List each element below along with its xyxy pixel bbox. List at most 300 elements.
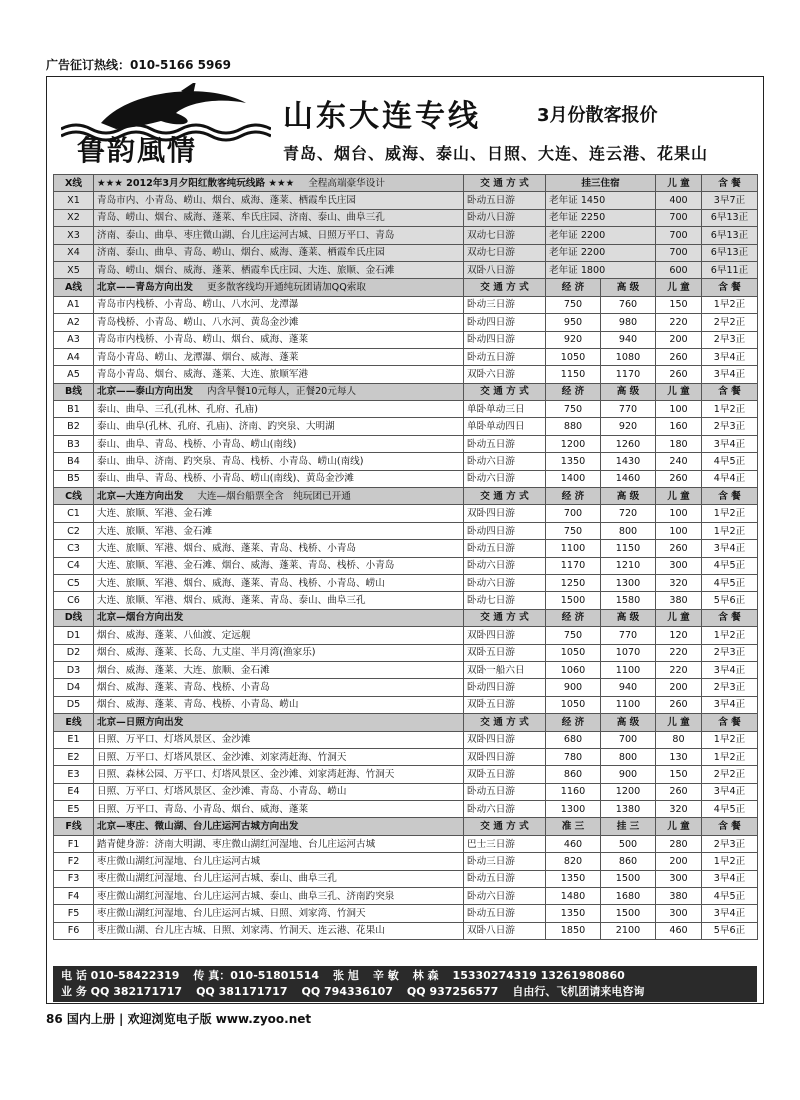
- col-transport: 交 通 方 式: [464, 383, 546, 400]
- price-child: 100: [656, 522, 702, 539]
- route-itinerary: 日照、森林公园、万平口、灯塔风景区、金沙滩、刘家湾赶海、竹洞天: [94, 766, 464, 783]
- price-premium: 700: [601, 731, 656, 748]
- price-economy: 1500: [546, 592, 601, 609]
- price-economy: 880: [546, 418, 601, 435]
- price-economy: 700: [546, 505, 601, 522]
- price-child: 200: [656, 331, 702, 348]
- col-premium: 挂 三: [601, 818, 656, 835]
- route-itinerary: 济南、泰山、曲阜、枣庄微山湖、台儿庄运河古城、日照万平口、青岛: [94, 227, 464, 244]
- price-premium: 1500: [601, 905, 656, 922]
- route-itinerary: 青岛栈桥、小青岛、崂山、八水河、黄岛金沙滩: [94, 314, 464, 331]
- route-itinerary: 枣庄微山湖红河湿地、台儿庄运河古城、泰山、曲阜三孔: [94, 870, 464, 887]
- contact-item: 张 旭: [333, 969, 359, 982]
- table-row: [54, 801, 758, 818]
- price-economy: 1060: [546, 661, 601, 678]
- meals-included: 1早2正: [702, 748, 758, 765]
- price-economy: 1250: [546, 574, 601, 591]
- section-title-text: 北京—日照方向出发: [97, 716, 184, 728]
- route-itinerary: 泰山、曲阜、青岛、栈桥、小青岛、崂山(南线): [94, 435, 464, 452]
- route-code: A2: [54, 314, 94, 331]
- price-child: 700: [656, 209, 702, 226]
- route-code: F5: [54, 905, 94, 922]
- price-child: 220: [656, 661, 702, 678]
- section-title: [94, 714, 464, 731]
- route-code: A5: [54, 366, 94, 383]
- route-code: A3: [54, 331, 94, 348]
- route-itinerary: 大连、旅顺、军港、烟台、威海、蓬莱、青岛、栈桥、小青岛、崂山: [94, 574, 464, 591]
- section-title: [94, 175, 464, 192]
- price-child: 80: [656, 731, 702, 748]
- table-row: [54, 540, 758, 557]
- price-child: 100: [656, 401, 702, 418]
- price-child: 260: [656, 783, 702, 800]
- table-row: [54, 261, 758, 278]
- table-row: [54, 314, 758, 331]
- route-code: F2: [54, 853, 94, 870]
- table-row: [54, 905, 758, 922]
- price-economy: 750: [546, 627, 601, 644]
- route-code: E3: [54, 766, 94, 783]
- price-premium: 860: [601, 853, 656, 870]
- price-child: 220: [656, 314, 702, 331]
- route-itinerary: 大连、旅顺、军港、金石滩: [94, 522, 464, 539]
- contact-item: QQ 794336107: [301, 985, 393, 998]
- meals-included: 2早3正: [702, 679, 758, 696]
- meals-included: 3早4正: [702, 435, 758, 452]
- meals-included: 4早4正: [702, 470, 758, 487]
- section-title-text: 北京——泰山方向出发: [97, 386, 193, 398]
- price-premium: 1100: [601, 696, 656, 713]
- price-premium: 1380: [601, 801, 656, 818]
- meals-included: 2早3正: [702, 331, 758, 348]
- route-code: C5: [54, 574, 94, 591]
- col-economy: 经 济: [546, 383, 601, 400]
- route-code: E2: [54, 748, 94, 765]
- route-code: D2: [54, 644, 94, 661]
- col-meals: 含 餐: [702, 714, 758, 731]
- contact-item: QQ 937256577: [406, 985, 499, 998]
- contact-item: QQ 381171717: [196, 985, 288, 998]
- price-economy: 1150: [546, 366, 601, 383]
- col-meals: 含 餐: [702, 818, 758, 835]
- section-note: 内含早餐10元每人，正餐20元每人: [206, 386, 357, 398]
- route-transport: 卧动四日游: [464, 522, 546, 539]
- price-economy: 460: [546, 835, 601, 852]
- route-itinerary: 泰山、曲阜、三孔(孔林、孔府、孔庙): [94, 401, 464, 418]
- price-premium: 500: [601, 835, 656, 852]
- col-meals: 含 餐: [702, 488, 758, 505]
- price-economy: 900: [546, 679, 601, 696]
- route-price: 老年证 1450: [546, 192, 656, 209]
- destination-list: 青岛、烟台、威海、泰山、日照、大连、连云港、花果山: [283, 144, 709, 163]
- table-row: [54, 870, 758, 887]
- meals-included: 2早2正: [702, 314, 758, 331]
- price-premium: 770: [601, 627, 656, 644]
- route-transport: 卧动六日游: [464, 453, 546, 470]
- route-itinerary: 大连、旅顺、军港、烟台、威海、蓬莱、青岛、泰山、曲阜三孔: [94, 592, 464, 609]
- col-premium: 高 级: [601, 488, 656, 505]
- route-code: X1: [54, 192, 94, 209]
- table-row: [54, 296, 758, 313]
- route-transport: 卧动六日游: [464, 801, 546, 818]
- route-itinerary: 枣庄微山湖、台儿庄古城、日照、刘家湾、竹洞天、连云港、花果山: [94, 922, 464, 939]
- route-itinerary: 济南、泰山、曲阜、青岛、崂山、烟台、威海、蓬莱、栖霞牟氏庄园: [94, 244, 464, 261]
- brand-name: 鲁韵風情: [77, 134, 198, 167]
- meals-included: 4早5正: [702, 453, 758, 470]
- price-premium: 1070: [601, 644, 656, 661]
- meals-included: 4早5正: [702, 801, 758, 818]
- section-title-text: 北京——青岛方向出发: [97, 282, 193, 294]
- route-price: 老年证 2200: [546, 227, 656, 244]
- route-itinerary: 日照、万平口、灯塔风景区、金沙滩、青岛、小青岛、崂山: [94, 783, 464, 800]
- table-row: [54, 853, 758, 870]
- price-economy: 1050: [546, 644, 601, 661]
- price-premium: 1170: [601, 366, 656, 383]
- table-row: [54, 366, 758, 383]
- price-premium: 940: [601, 331, 656, 348]
- section-code: A线: [54, 279, 94, 296]
- route-transport: 双动七日游: [464, 227, 546, 244]
- price-sheet: [46, 76, 764, 1004]
- price-economy: 780: [546, 748, 601, 765]
- col-economy: 准 三: [546, 818, 601, 835]
- route-code: D5: [54, 696, 94, 713]
- meals-included: 4早5正: [702, 888, 758, 905]
- route-transport: 卧动六日游: [464, 888, 546, 905]
- route-transport: 双卧六日游: [464, 366, 546, 383]
- price-premium: 2100: [601, 922, 656, 939]
- price-child: 320: [656, 574, 702, 591]
- contact-item: 业 务 QQ 382171717: [61, 985, 183, 998]
- price-economy: 1100: [546, 540, 601, 557]
- page-subtitle: 3月份散客报价: [537, 105, 658, 126]
- col-child: 儿 童: [656, 714, 702, 731]
- meals-included: 2早3正: [702, 835, 758, 852]
- price-premium: 800: [601, 522, 656, 539]
- route-code: D4: [54, 679, 94, 696]
- route-itinerary: 青岛小青岛、烟台、威海、蓬莱、大连、旅顺军港: [94, 366, 464, 383]
- price-premium: 1080: [601, 348, 656, 365]
- price-child: 380: [656, 592, 702, 609]
- route-transport: 卧动六日游: [464, 557, 546, 574]
- price-child: 100: [656, 505, 702, 522]
- route-code: A1: [54, 296, 94, 313]
- price-child: 300: [656, 557, 702, 574]
- section-title-text: 北京—烟台方向出发: [97, 612, 184, 624]
- price-child: 300: [656, 870, 702, 887]
- col-child: 儿 童: [656, 818, 702, 835]
- table-row: [54, 679, 758, 696]
- table-row: [54, 661, 758, 678]
- section-header: [54, 488, 758, 505]
- meals-included: 6早13正: [702, 244, 758, 261]
- table-row: [54, 766, 758, 783]
- section-header: [54, 175, 758, 192]
- price-economy: 1170: [546, 557, 601, 574]
- route-itinerary: 枣庄微山湖红河湿地、台儿庄运河古城: [94, 853, 464, 870]
- price-premium: 1300: [601, 574, 656, 591]
- section-title: [94, 488, 464, 505]
- price-child: 320: [656, 801, 702, 818]
- contact-item: 15330274319 13261980860: [452, 969, 625, 982]
- page-footer: 86 国内上册 | 欢迎浏览电子版 www.zyoo.net: [46, 1012, 312, 1026]
- price-child: 400: [656, 192, 702, 209]
- route-transport: 卧动五日游: [464, 540, 546, 557]
- table-row: [54, 227, 758, 244]
- meals-included: 1早2正: [702, 296, 758, 313]
- route-transport: 卧动四日游: [464, 331, 546, 348]
- route-itinerary: 烟台、威海、蓬莱、大连、旅顺、金石滩: [94, 661, 464, 678]
- route-transport: 卧动三日游: [464, 853, 546, 870]
- col-premium: 高 级: [601, 383, 656, 400]
- route-transport: 卧动五日游: [464, 783, 546, 800]
- price-economy: 750: [546, 401, 601, 418]
- price-premium: 720: [601, 505, 656, 522]
- table-row: [54, 835, 758, 852]
- meals-included: 6早13正: [702, 209, 758, 226]
- section-header: [54, 383, 758, 400]
- route-transport: 双卧四日游: [464, 731, 546, 748]
- route-itinerary: 青岛、崂山、烟台、威海、蓬莱、牟氏庄园、济南、泰山、曲阜三孔: [94, 209, 464, 226]
- route-itinerary: 踏青健身游：济南大明湖、枣庄微山湖红河湿地、台儿庄运河古城: [94, 835, 464, 852]
- price-child: 150: [656, 296, 702, 313]
- section-code: C线: [54, 488, 94, 505]
- route-itinerary: 烟台、威海、蓬莱、青岛、栈桥、小青岛: [94, 679, 464, 696]
- route-itinerary: 枣庄微山湖红河湿地、台儿庄运河古城、泰山、曲阜三孔、济南趵突泉: [94, 888, 464, 905]
- route-transport: 卧动四日游: [464, 679, 546, 696]
- meals-included: 1早2正: [702, 731, 758, 748]
- ad-hotline: 广告征订热线：010-5166 5969: [46, 58, 232, 72]
- price-economy: 680: [546, 731, 601, 748]
- price-economy: 950: [546, 314, 601, 331]
- meals-included: 1早2正: [702, 401, 758, 418]
- price-child: 180: [656, 435, 702, 452]
- route-transport: 双卧八日游: [464, 261, 546, 278]
- meals-included: 1早2正: [702, 627, 758, 644]
- table-row: [54, 453, 758, 470]
- col-economy: 经 济: [546, 714, 601, 731]
- table-row: [54, 922, 758, 939]
- route-code: F3: [54, 870, 94, 887]
- route-transport: 卧动五日游: [464, 435, 546, 452]
- col-premium: 高 级: [601, 714, 656, 731]
- route-transport: 卧动五日游: [464, 192, 546, 209]
- route-code: B1: [54, 401, 94, 418]
- price-child: 600: [656, 261, 702, 278]
- route-itinerary: 日照、万平口、灯塔风景区、金沙滩、刘家湾赶海、竹洞天: [94, 748, 464, 765]
- route-itinerary: 大连、旅顺、军港、金石滩: [94, 505, 464, 522]
- route-transport: 单卧单动四日: [464, 418, 546, 435]
- section-title: [94, 383, 464, 400]
- route-code: D3: [54, 661, 94, 678]
- route-code: D1: [54, 627, 94, 644]
- section-header: [54, 714, 758, 731]
- meals-included: 3早4正: [702, 348, 758, 365]
- price-economy: 1050: [546, 696, 601, 713]
- meals-included: 2早3正: [702, 418, 758, 435]
- col-transport: 交 通 方 式: [464, 279, 546, 296]
- section-title: [94, 609, 464, 626]
- section-title-text: 北京—大连方向出发: [97, 490, 184, 502]
- col-economy: 经 济: [546, 609, 601, 626]
- route-itinerary: 青岛市内栈桥、小青岛、崂山、烟台、威海、蓬莱: [94, 331, 464, 348]
- route-code: X5: [54, 261, 94, 278]
- route-code: B3: [54, 435, 94, 452]
- route-itinerary: 泰山、曲阜、济南、趵突泉、青岛、栈桥、小青岛、崂山(南线): [94, 453, 464, 470]
- price-premium: 1500: [601, 870, 656, 887]
- route-transport: 巴士三日游: [464, 835, 546, 852]
- price-premium: 1100: [601, 661, 656, 678]
- contact-qq-row: [61, 984, 749, 1000]
- route-itinerary: 青岛市内、小青岛、崂山、烟台、威海、蓬莱、栖霞牟氏庄园: [94, 192, 464, 209]
- price-economy: 1200: [546, 435, 601, 452]
- route-transport: 卧动六日游: [464, 470, 546, 487]
- rate-table: [53, 174, 758, 940]
- meals-included: 3早4正: [702, 696, 758, 713]
- price-child: 260: [656, 470, 702, 487]
- table-row: [54, 401, 758, 418]
- section-note: 全程高端豪华设计: [308, 177, 385, 189]
- price-child: 130: [656, 748, 702, 765]
- price-premium: 920: [601, 418, 656, 435]
- price-economy: 1850: [546, 922, 601, 939]
- col-transport: 交 通 方 式: [464, 175, 546, 192]
- route-itinerary: 烟台、威海、蓬莱、八仙渡、定远舰: [94, 627, 464, 644]
- col-transport: 交 通 方 式: [464, 714, 546, 731]
- price-premium: 760: [601, 296, 656, 313]
- price-child: 160: [656, 418, 702, 435]
- col-child: 儿 童: [656, 383, 702, 400]
- price-premium: 1260: [601, 435, 656, 452]
- route-code: B5: [54, 470, 94, 487]
- route-price: 老年证 1800: [546, 261, 656, 278]
- contact-footer: [53, 966, 757, 1002]
- price-premium: 940: [601, 679, 656, 696]
- meals-included: 1早2正: [702, 505, 758, 522]
- col-lodging: 挂三住宿: [546, 175, 656, 192]
- price-premium: 1460: [601, 470, 656, 487]
- price-economy: 750: [546, 522, 601, 539]
- price-child: 260: [656, 348, 702, 365]
- route-itinerary: 青岛、崂山、烟台、威海、蓬莱、栖霞牟氏庄园、大连、旅顺、金石滩: [94, 261, 464, 278]
- contact-item: 林 森: [412, 969, 439, 982]
- contact-item: 电 话 010-58422319: [61, 969, 180, 982]
- price-child: 240: [656, 453, 702, 470]
- route-transport: 双卧四日游: [464, 748, 546, 765]
- price-economy: 1350: [546, 453, 601, 470]
- route-transport: 双卧五日游: [464, 644, 546, 661]
- price-child: 300: [656, 905, 702, 922]
- route-code: X4: [54, 244, 94, 261]
- section-code: X线: [54, 175, 94, 192]
- price-economy: 1300: [546, 801, 601, 818]
- price-premium: 800: [601, 748, 656, 765]
- table-row: [54, 888, 758, 905]
- route-code: F1: [54, 835, 94, 852]
- price-economy: 1050: [546, 348, 601, 365]
- col-child: 儿 童: [656, 488, 702, 505]
- price-child: 700: [656, 227, 702, 244]
- table-row: [54, 244, 758, 261]
- route-transport: 卧动五日游: [464, 870, 546, 887]
- route-transport: 卧动三日游: [464, 296, 546, 313]
- header-banner: [47, 77, 763, 173]
- route-transport: 双卧五日游: [464, 766, 546, 783]
- meals-included: 1早2正: [702, 853, 758, 870]
- contact-item: 自由行、飞机团请来电咨询: [512, 985, 645, 998]
- price-child: 260: [656, 540, 702, 557]
- price-child: 200: [656, 679, 702, 696]
- meals-included: 4早5正: [702, 557, 758, 574]
- meals-included: 3早7正: [702, 192, 758, 209]
- price-premium: 1150: [601, 540, 656, 557]
- contact-phone-row: [61, 968, 749, 984]
- meals-included: 5早6正: [702, 922, 758, 939]
- section-title-text: ★★★ 2012年3月夕阳红散客纯玩线路 ★★★: [97, 177, 295, 189]
- meals-included: 6早11正: [702, 261, 758, 278]
- col-meals: 含 餐: [702, 609, 758, 626]
- section-header: [54, 609, 758, 626]
- route-transport: 单卧单动三日: [464, 401, 546, 418]
- table-row: [54, 331, 758, 348]
- route-code: E4: [54, 783, 94, 800]
- route-transport: 双卧八日游: [464, 922, 546, 939]
- col-premium: 高 级: [601, 609, 656, 626]
- meals-included: 3早4正: [702, 870, 758, 887]
- price-economy: 1350: [546, 870, 601, 887]
- section-code: B线: [54, 383, 94, 400]
- route-itinerary: 青岛市内栈桥、小青岛、崂山、八水河、龙潭瀑: [94, 296, 464, 313]
- page-title: 山东大连专线: [283, 99, 481, 134]
- col-economy: 经 济: [546, 488, 601, 505]
- section-code: D线: [54, 609, 94, 626]
- route-transport: 双卧五日游: [464, 696, 546, 713]
- section-title: [94, 279, 464, 296]
- route-code: C1: [54, 505, 94, 522]
- table-row: [54, 192, 758, 209]
- col-transport: 交 通 方 式: [464, 818, 546, 835]
- price-premium: 1430: [601, 453, 656, 470]
- route-itinerary: 大连、旅顺、军港、烟台、威海、蓬莱、青岛、栈桥、小青岛: [94, 540, 464, 557]
- table-row: [54, 627, 758, 644]
- col-meals: 含 餐: [702, 279, 758, 296]
- table-row: [54, 505, 758, 522]
- route-transport: 双动七日游: [464, 244, 546, 261]
- meals-included: 4早5正: [702, 574, 758, 591]
- route-transport: 卧动七日游: [464, 592, 546, 609]
- route-code: C6: [54, 592, 94, 609]
- route-code: C4: [54, 557, 94, 574]
- table-row: [54, 209, 758, 226]
- route-itinerary: 烟台、威海、蓬莱、长岛、九丈崖、半月湾(渔家乐): [94, 644, 464, 661]
- route-itinerary: 大连、旅顺、军港、金石滩、烟台、威海、蓬莱、青岛、栈桥、小青岛: [94, 557, 464, 574]
- price-child: 260: [656, 366, 702, 383]
- route-itinerary: 烟台、威海、蓬莱、青岛、栈桥、小青岛、崂山: [94, 696, 464, 713]
- route-code: C3: [54, 540, 94, 557]
- col-child: 儿 童: [656, 175, 702, 192]
- meals-included: 3早4正: [702, 540, 758, 557]
- section-title: [94, 818, 464, 835]
- price-premium: 770: [601, 401, 656, 418]
- section-header: [54, 279, 758, 296]
- table-row: [54, 644, 758, 661]
- col-transport: 交 通 方 式: [464, 488, 546, 505]
- route-code: B2: [54, 418, 94, 435]
- price-economy: 1160: [546, 783, 601, 800]
- price-child: 120: [656, 627, 702, 644]
- route-transport: 双卧四日游: [464, 505, 546, 522]
- col-transport: 交 通 方 式: [464, 609, 546, 626]
